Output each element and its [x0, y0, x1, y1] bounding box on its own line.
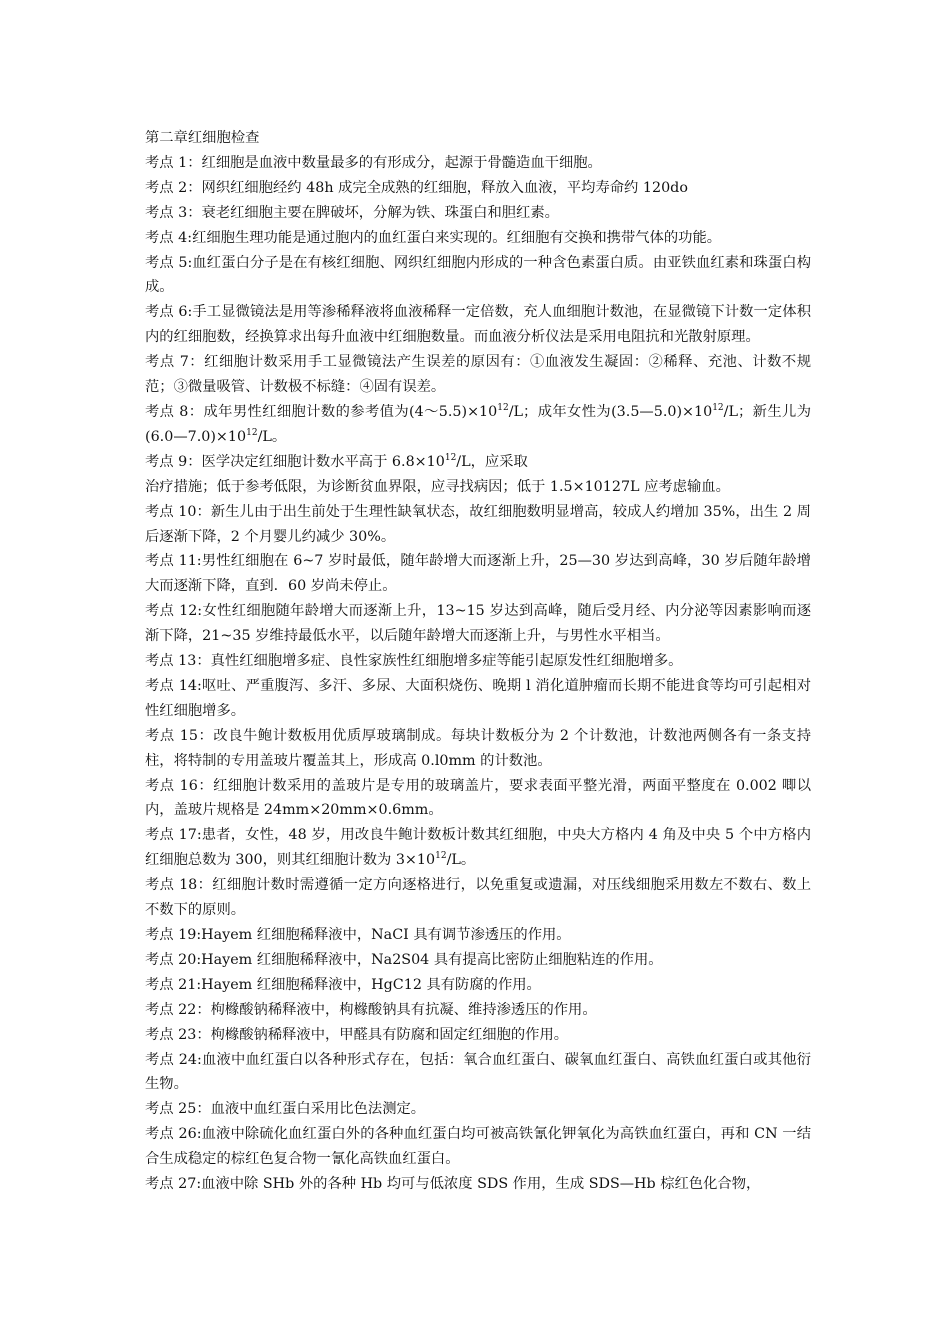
point-text: 手工显微镜法是用等渗稀释液将血液稀释一定倍数，充人血细胞计数池，在显微镜下计数一定体积内的红细胞数，经换算求出每升血液中红细胞数量。而血液分析仪法是采用电阻抗和光散射原理。	[145, 304, 811, 346]
point-text: 衰老红细胞主要在脾破坏，分解为铁、珠蛋白和胆红素。	[201, 204, 559, 221]
exam-point-11	[145, 549, 811, 599]
exam-point-15	[145, 724, 811, 774]
point-text: Hayem 红细胞稀释液中，NaCI 具有调节渗透压的作用。	[201, 927, 571, 943]
point-label: 考点 21:	[145, 976, 202, 993]
point-label: 考点 6:	[145, 304, 193, 321]
point-label: 考点 24:	[145, 1051, 202, 1068]
point-text: 男性红细胞在 6~7 岁时最低，随年龄增大而逐渐上升，25—30 岁达到高峰，30 岁后随年龄增大而逐渐下降，直到．60 岁尚未停止。	[145, 553, 811, 595]
exam-point-21	[145, 973, 811, 998]
chapter-title: 第二章红细胞检查	[145, 130, 260, 146]
point-text: 血液中除 SHb 外的各种 Hb 均可与低浓度 SDS 作用，生成 SDS—Hb 棕红色化合物，	[201, 1176, 761, 1193]
exam-point-5	[145, 251, 811, 301]
point-label: 考点 8：	[145, 403, 204, 420]
point-label: 考点 25：	[145, 1101, 211, 1118]
point-label: 考点 26:	[145, 1126, 202, 1143]
point-text: /L。	[257, 428, 287, 445]
point-label: 考点 12:	[145, 603, 203, 620]
point-text: 血红蛋白分子是在有核红细胞、网织红细胞内形成的一种含色素蛋白质。由亚铁血红素和珠蛋白构成。	[145, 254, 811, 296]
exam-point-23	[145, 1023, 811, 1048]
exponent: 12	[497, 403, 509, 414]
point-label: 考点 18：	[145, 877, 213, 894]
point-text: /L。	[446, 852, 476, 869]
point-text: 呕吐、严重腹泻、多汗、多尿、大面积烧伤、晚期 l 消化道肿瘤而长期不能进食等均可引起相对性红细胞增多。	[145, 677, 811, 719]
point-label: 考点 22：	[145, 1001, 211, 1018]
point-text: 血液中血红蛋白采用比色法测定。	[210, 1101, 426, 1118]
point-label: 考点 10：	[145, 503, 211, 520]
point-text: 改良牛鲍计数板用优质厚玻璃制成。每块计数板分为 2 个计数池，计数池两侧各有一条支持柱，将特制的专用盖玻片覆盖其上，形成高 0.l0mm 的计数池。	[145, 727, 811, 769]
point-text: 红细胞计数采用手工显微镜法产生误差的原因有：①血液发生凝固：②稀释、充池、计数不规范；③微量吸管、计数极不标缝：④固有误差。	[145, 354, 812, 396]
exam-point-12	[145, 599, 811, 649]
point-text: 治疗措施；低于参考低限，为诊断贫血界限，应寻找病因；低于 1.5×10127L 应考虑输血。	[145, 478, 730, 495]
point-label: 考点 4:	[145, 229, 193, 246]
exponent: 12	[246, 428, 258, 439]
exam-point-9-continued	[145, 475, 811, 500]
document-body	[145, 126, 811, 1197]
exam-point-3	[145, 201, 811, 226]
point-label: 考点 14:	[145, 677, 202, 694]
exam-point-16	[145, 774, 811, 824]
point-text: 患者，女性，48 岁，用改良牛鲍计数板计数其红细胞，中央大方格内 4 角及中央 5 个中方格内红细胞总数为 300，则其红细胞计数为 3×10	[145, 827, 811, 869]
point-text: 红细胞生理功能是通过胞内的血红蛋白来实现的。红细胞有交换和携带气体的功能。	[192, 229, 722, 246]
point-text: /L；成年女性为(3.5—5.0)×10	[508, 403, 713, 420]
point-text: 网织红细胞经约 48h 成完全成熟的红细胞，释放入血液，平均寿命约 120do	[201, 179, 688, 196]
exam-point-13	[145, 649, 811, 674]
point-label: 考点 17:	[145, 827, 202, 844]
exam-point-8	[145, 400, 811, 450]
point-label: 考点 1：	[145, 154, 202, 171]
point-label: 考点 7：	[145, 354, 205, 371]
point-label: 考点 11:	[145, 553, 202, 570]
exam-point-27	[145, 1172, 811, 1197]
point-label: 考点 16：	[145, 777, 214, 794]
exponent: 12	[444, 453, 457, 464]
point-text: 红细胞是血液中数量最多的有形成分，起源于骨髓造血干细胞。	[201, 154, 602, 171]
exam-point-9	[145, 450, 811, 475]
exam-point-4	[145, 226, 811, 251]
point-label: 考点 5:	[145, 254, 193, 271]
exponent: 12	[712, 403, 724, 414]
point-label: 考点 2：	[145, 179, 202, 196]
exam-point-7	[145, 350, 811, 400]
exam-point-17	[145, 823, 811, 873]
point-label: 考点 13：	[145, 653, 211, 670]
point-text: 医学决定红细胞计数水平高于 6.8×10	[201, 453, 445, 470]
point-text: Hayem 红细胞稀释液中，HgC12 具有防腐的作用。	[201, 976, 541, 993]
exam-point-10	[145, 500, 811, 550]
point-text: /L；新生儿为(6.0—7.0)×10	[145, 403, 811, 445]
exam-point-14	[145, 674, 811, 724]
exam-point-2	[145, 176, 811, 201]
exam-point-18	[145, 873, 811, 923]
point-text: 新生儿由于出生前处于生理性缺氧状态，故红细胞数明显增高，较成人约增加 35%，出生 2 周后逐渐下降，2 个月婴儿约减少 30%。	[145, 503, 811, 545]
exam-point-6	[145, 300, 811, 350]
point-text: Hayem 红细胞稀释液中，Na2S04 具有提高比密防止细胞粘连的作用。	[201, 951, 663, 968]
point-label: 考点 15：	[145, 727, 214, 744]
point-text: 真性红细胞增多症、良性家族性红细胞增多症等能引起原发性红细胞增多。	[210, 653, 683, 670]
point-label: 考点 3：	[145, 204, 202, 221]
point-text: 红细胞计数时需遵循一定方向逐格进行，以免重复或遗漏，对压线细胞采用数左不数右、数上不数下的原则。	[145, 877, 811, 919]
exam-point-22	[145, 998, 811, 1023]
exam-point-26	[145, 1122, 811, 1172]
point-text: 血液中除硫化血红蛋白外的各种血红蛋白均可被高铁氰化钾氧化为高铁血红蛋白，再和 CN 一结合生成稳定的棕红色复合物一氰化高铁血红蛋白。	[145, 1126, 811, 1168]
exponent: 12	[435, 851, 447, 862]
point-text: 枸橼酸钠稀释液中，枸橼酸钠具有抗凝、维持渗透压的作用。	[210, 1001, 597, 1018]
exam-point-19	[145, 923, 811, 948]
exam-point-25	[145, 1097, 811, 1122]
point-label: 考点 9：	[145, 453, 202, 470]
exam-point-20	[145, 948, 811, 973]
exam-point-1	[145, 151, 811, 176]
point-text: 血液中血红蛋白以各种形式存在，包括：氧合血红蛋白、碳氧血红蛋白、高铁血红蛋白或其他衍生物。	[145, 1051, 811, 1093]
point-text: 女性红细胞随年龄增大而逐渐上升，13~15 岁达到高峰，随后受月经、内分泌等因素影响而逐渐下降，21~35 岁维持最低水平，以后随年龄增大而逐渐上升，与男性水平相当。	[145, 603, 811, 645]
point-text: 枸橼酸钠稀释液中，甲醛具有防腐和固定红细胞的作用。	[210, 1026, 569, 1043]
point-text: 红细胞计数采用的盖玻片是专用的玻璃盖片，要求表面平整光滑，两面平整度在 0.002 唧以内，盖玻片规格是 24mm×20mm×0.6mm。	[145, 777, 811, 819]
exam-point-24	[145, 1048, 811, 1098]
point-label: 考点 19:	[145, 927, 202, 943]
point-label: 考点 23：	[145, 1026, 211, 1043]
point-label: 考点 20:	[145, 951, 202, 968]
point-label: 考点 27:	[145, 1176, 202, 1193]
point-text: /L，应采取	[456, 453, 528, 470]
point-text: 成年男性红细胞计数的参考值为(4～5.5)×10	[203, 403, 498, 420]
